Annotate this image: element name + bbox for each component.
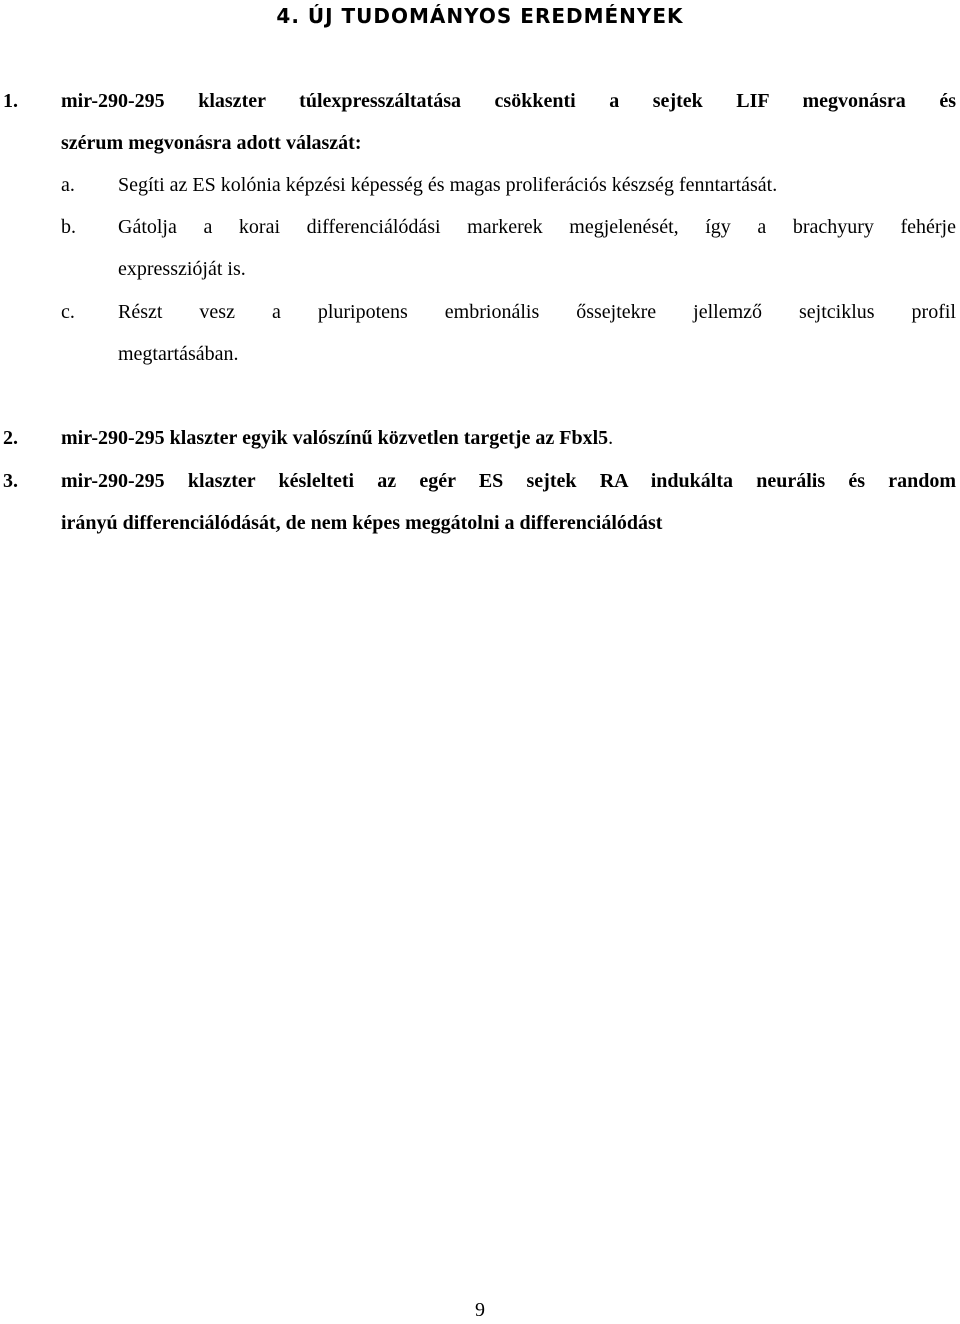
item-text-line: szérum megvonásra adott válaszát: <box>61 132 362 154</box>
item-text-tail: . <box>608 427 614 449</box>
sub-item-c <box>0 291 956 375</box>
item-text <box>61 80 956 164</box>
sub-item-text-line: expresszióját is. <box>118 258 246 280</box>
page-title: 4. ÚJ TUDOMÁNYOS EREDMÉNYEK <box>276 4 684 28</box>
item-text-line <box>61 417 956 459</box>
item-text <box>61 460 956 544</box>
item-text <box>61 417 956 459</box>
sub-item-letter: a. <box>61 174 75 196</box>
item-text-line: mir-290-295 klaszter túlexpresszáltatása csökkenti a sejtek LIF megvonásra és <box>61 90 956 112</box>
sub-item-text-line: Segíti az ES kolónia képzési képesség és magas proliferációs készség fenntartását. <box>118 174 778 196</box>
sub-item-letter: c. <box>61 301 75 323</box>
sub-item-text-line: Részt vesz a pluripotens embrionális őssejtekre jellemző sejtciklus profil <box>118 301 956 323</box>
item-number: 1. <box>3 90 18 112</box>
sub-item-a <box>0 164 956 206</box>
sub-item-text-line: Gátolja a korai differenciálódási markerek megjelenését, így a brachyury fehérje <box>118 216 956 238</box>
list-item-3 <box>0 460 956 544</box>
sub-item-b <box>0 206 956 290</box>
sub-item-text-line: megtartásában. <box>118 343 239 365</box>
sub-item-text <box>118 164 956 206</box>
list-item-1 <box>0 80 956 164</box>
page-number: 9 <box>475 1299 485 1321</box>
item-text-line: irányú differenciálódását, de nem képes meggátolni a differenciálódást <box>61 512 663 534</box>
sub-item-text <box>118 291 956 375</box>
item-text-line: mir-290-295 klaszter késlelteti az egér ES sejtek RA indukálta neurális és random <box>61 470 956 492</box>
item-number: 2. <box>3 427 18 449</box>
item-text-bold: mir-290-295 klaszter egyik valószínű közvetlen targetje az Fbxl5 <box>61 427 609 449</box>
sub-item-text <box>118 206 956 290</box>
item-number: 3. <box>3 470 18 492</box>
list-item-2 <box>0 417 956 459</box>
sub-item-letter: b. <box>61 216 76 238</box>
